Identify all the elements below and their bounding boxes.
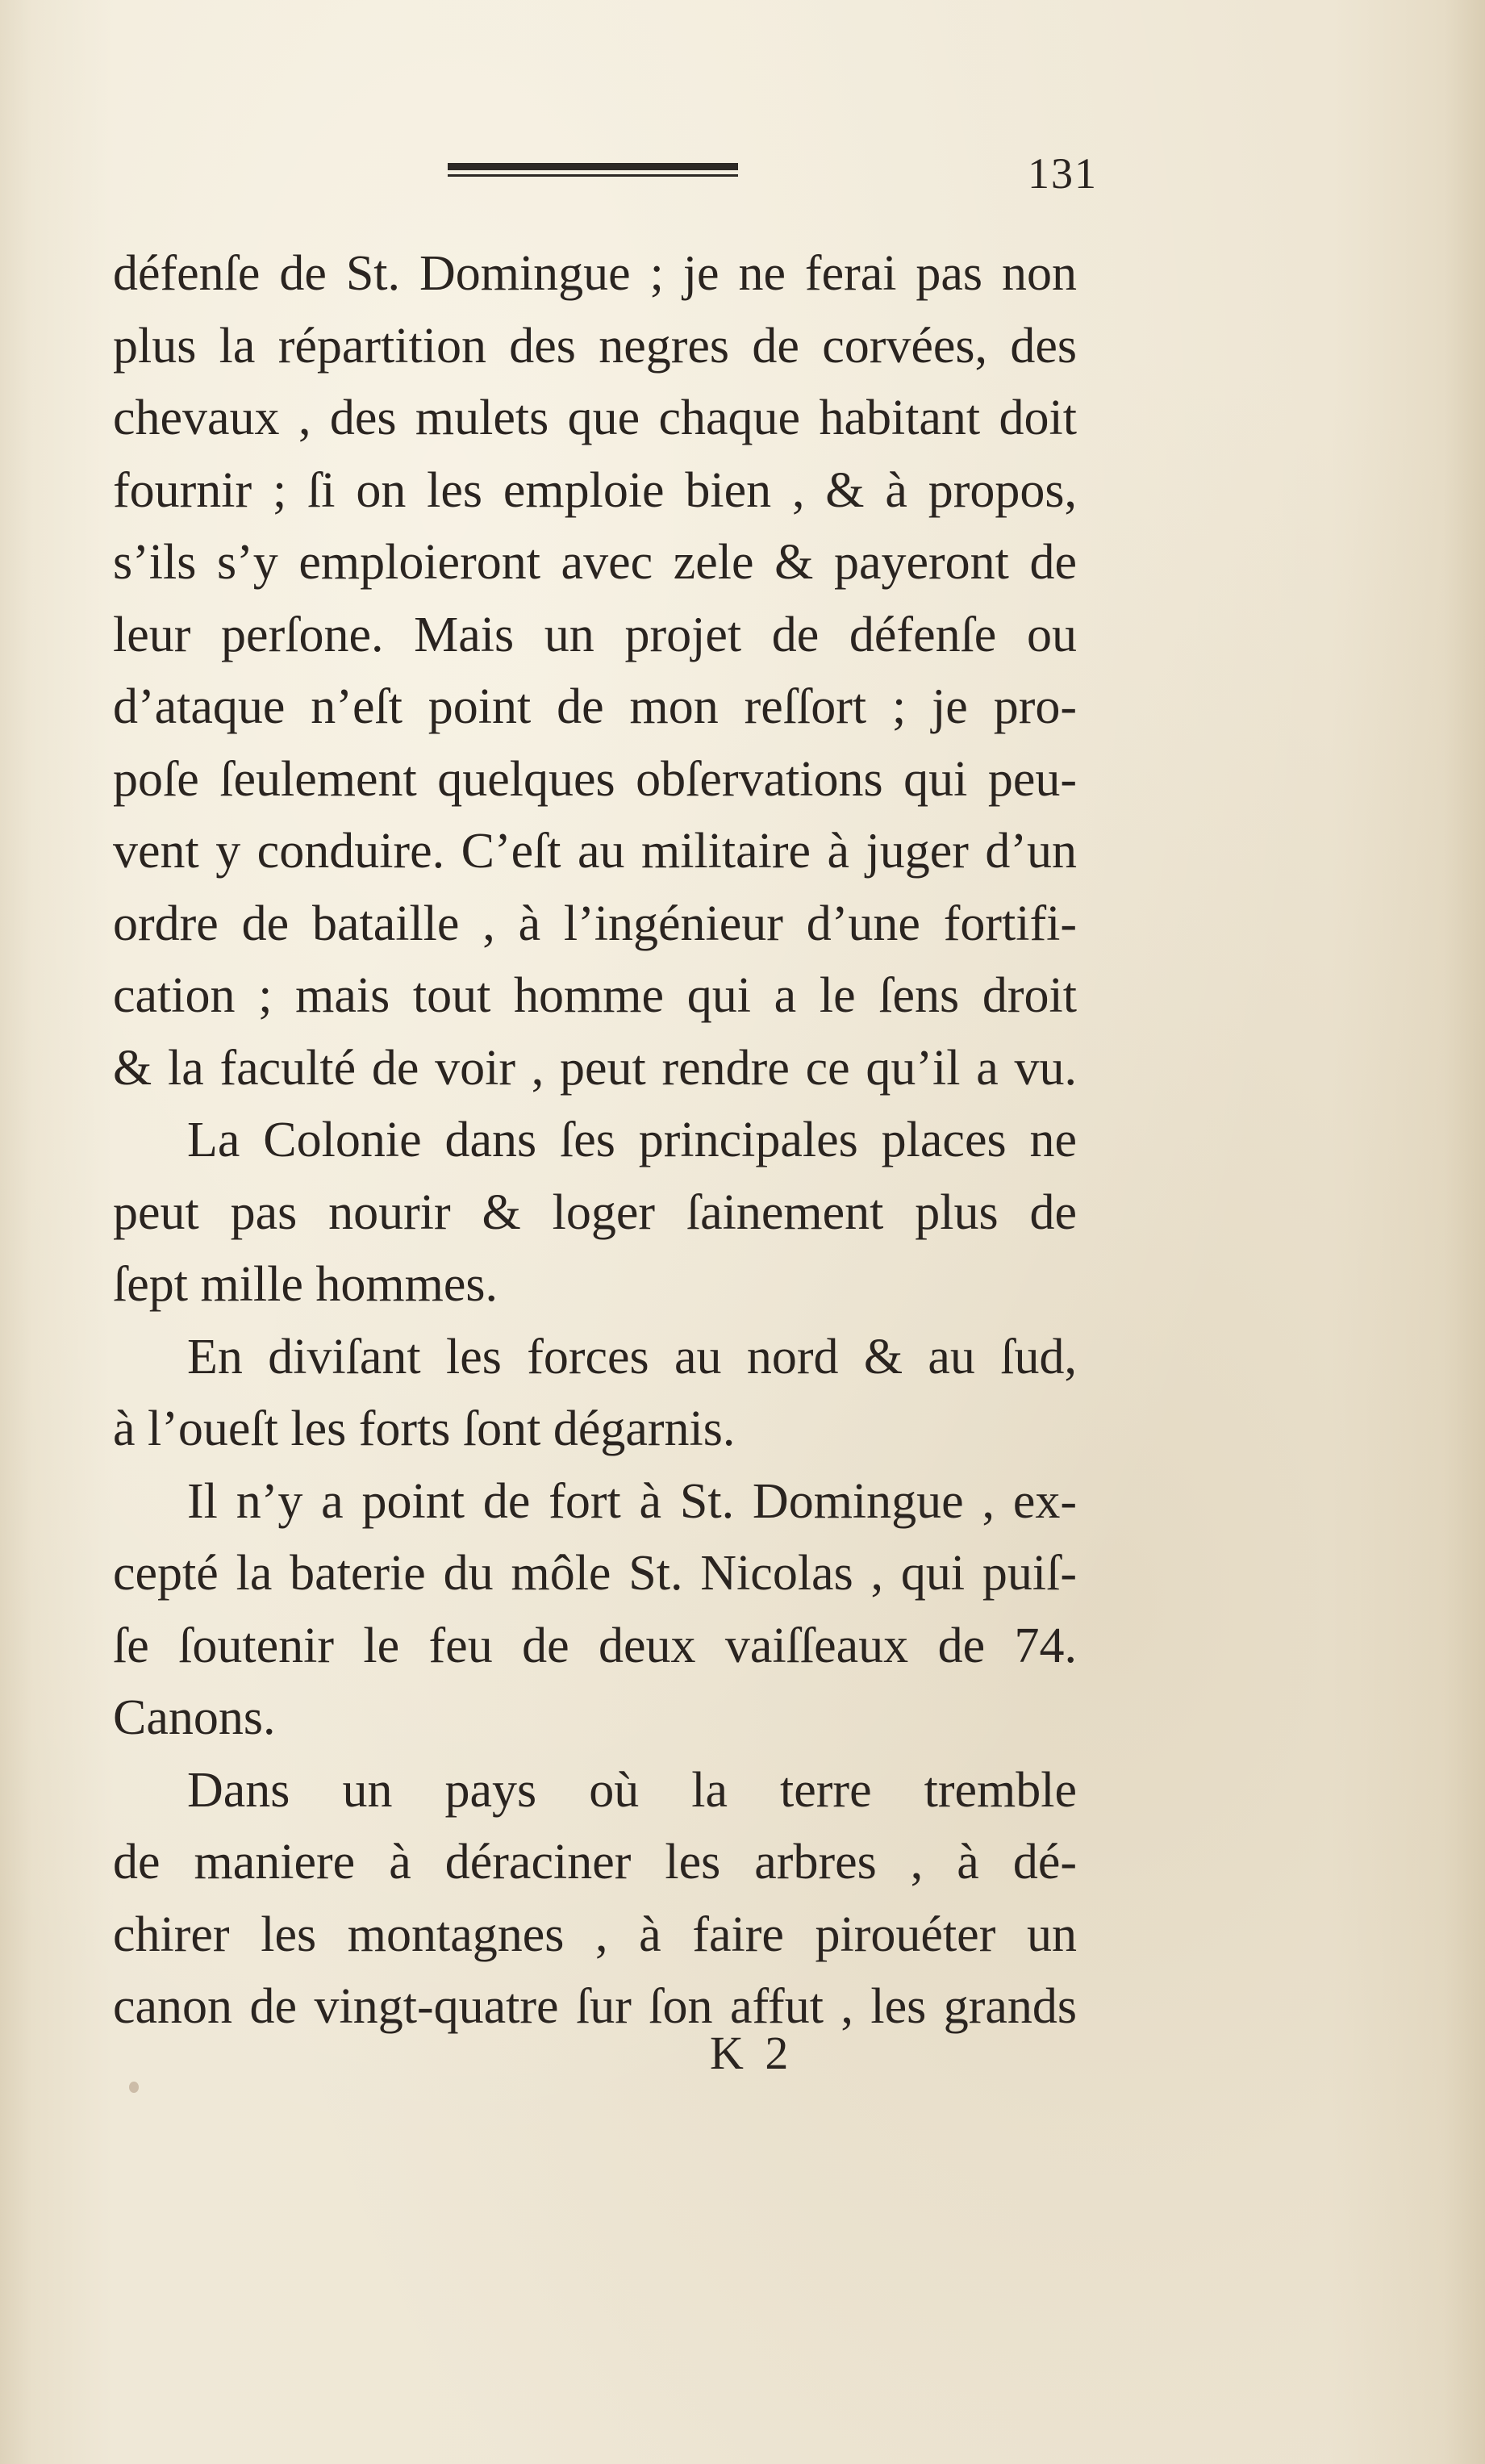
text-line: Dans un pays où la terre tremble — [187, 1762, 1077, 1818]
text-line: vent y conduire. C’eſt au militaire à juger d’un — [113, 824, 1077, 879]
signature-mark: K 2 — [710, 2027, 794, 2079]
text-line: chevaux , des mulets que chaque habitant doit — [113, 390, 1077, 445]
page-number: 131 — [1028, 149, 1098, 198]
paper-stain — [129, 2082, 139, 2093]
header-rule-thick — [448, 163, 738, 170]
text-line: cepté la baterie du môle St. Nicolas , qui puiſ- — [113, 1546, 1077, 1601]
text-line: ordre de bataille , à l’ingénieur d’une fortifi- — [113, 896, 1077, 951]
text-line: ſept mille hommes. — [113, 1257, 498, 1312]
text-line: En diviſant les forces au nord & au ſud, — [187, 1329, 1077, 1384]
text-line: Canons. — [113, 1690, 276, 1745]
text-line: peut pas nourir & loger ſainement plus de — [113, 1184, 1077, 1240]
text-line: d’ataque n’eſt point de mon reſſort ; je pro- — [113, 679, 1077, 734]
text-line: ſe ſoutenir le feu de deux vaiſſeaux de 74. — [113, 1618, 1077, 1673]
header-rule-thin — [448, 174, 738, 177]
text-line: leur perſone. Mais un projet de défenſe ou — [113, 607, 1077, 662]
text-line: chirer les montagnes , à faire pirouéter un — [113, 1906, 1077, 1962]
text-line: de maniere à déraciner les arbres , à dé- — [113, 1835, 1077, 1890]
text-line: Il n’y a point de fort à St. Domingue , ex- — [187, 1473, 1077, 1529]
text-line: cation ; mais tout homme qui a le ſens droit — [113, 968, 1077, 1023]
text-line: poſe ſeulement quelques obſervations qui peu- — [113, 751, 1077, 807]
text-line: fournir ; ſi on les emploie bien , & à propos, — [113, 462, 1077, 518]
header-rule — [448, 158, 738, 182]
body-text — [113, 238, 1077, 2044]
text-line: La Colonie dans ſes principales places ne — [187, 1113, 1077, 1167]
text-line: plus la répartition des negres de corvées, des — [113, 318, 1077, 374]
text-line: & la faculté de voir , peut rendre ce qu’il a vu. — [113, 1040, 1077, 1096]
text-line: canon de vingt-quatre ſur ſon affut , les grands — [113, 1979, 1077, 2034]
text-line: défenſe de St. Domingue ; je ne ferai pas non — [113, 246, 1077, 301]
text-line: s’ils s’y emploieront avec zele & payeront de — [113, 535, 1077, 590]
text-line: à l’oueſt les forts ſont dégarnis. — [113, 1401, 736, 1456]
